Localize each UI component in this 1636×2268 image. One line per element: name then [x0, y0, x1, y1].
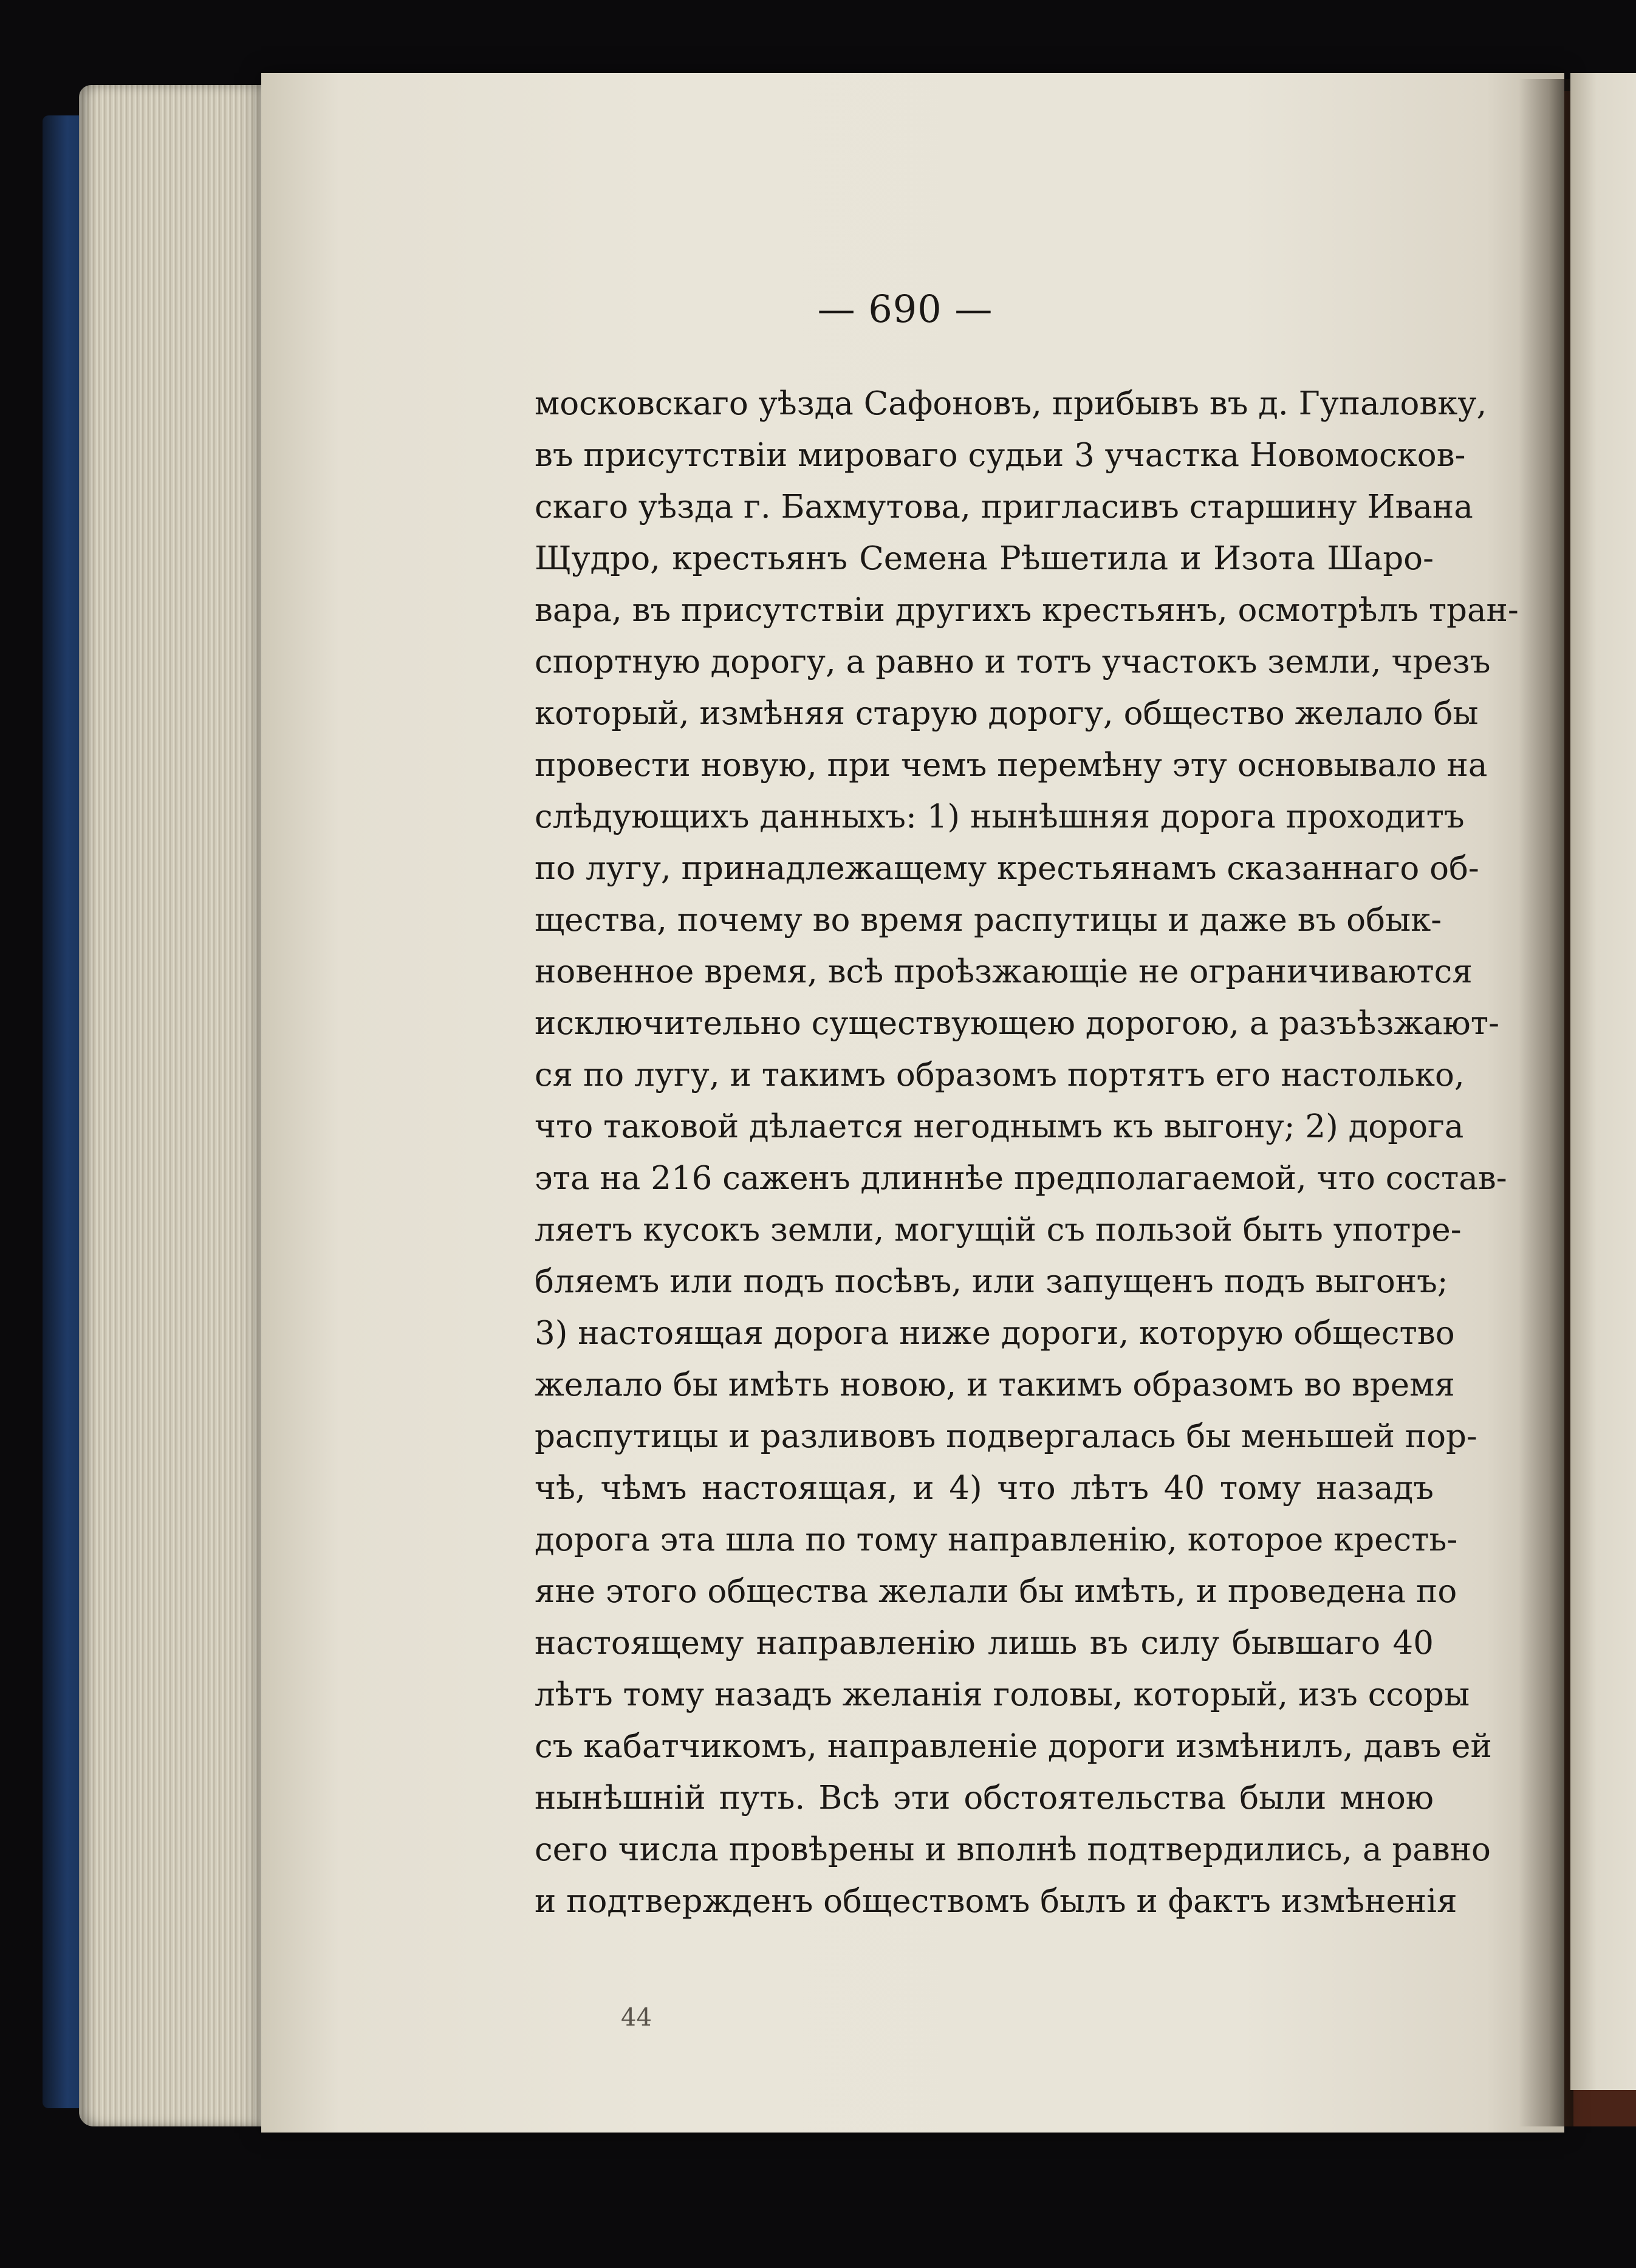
text-line: бляемъ или подъ посѣвъ, или запущенъ подъ выгонъ; — [535, 1263, 1448, 1300]
text-line: яне этого общества желали бы имѣть, и проведена по — [535, 1573, 1457, 1610]
text-line: щества, почему во время распутицы и даже въ обык- — [535, 902, 1442, 939]
text-line: нынѣшній путь. Всѣ эти обстоятельства были мною — [535, 1780, 1434, 1817]
page-number: — 690 — — [817, 287, 993, 331]
text-line: съ кабатчикомъ, направленіе дороги измѣнилъ, давъ ей — [535, 1728, 1492, 1765]
text-line: въ присутствіи мироваго судьи 3 участка Новомосков- — [535, 437, 1466, 474]
text-line: который, измѣняя старую дорогу, общество желало бы — [535, 695, 1479, 732]
text-line: что таковой дѣлается негоднымъ къ выгону; 2) дорога — [535, 1108, 1464, 1145]
body-text — [535, 378, 1519, 1927]
text-line: скаго уѣзда г. Бахмутова, пригласивъ старшину Ивана — [535, 488, 1473, 526]
text-line: 3) настоящая дорога ниже дороги, которую общество — [535, 1315, 1455, 1352]
text-line: чѣ, чѣмъ настоящая, и 4) что лѣтъ 40 тому назадъ — [535, 1470, 1434, 1507]
text-line: распутицы и разливовъ подвергалась бы меньшей пор- — [535, 1418, 1477, 1455]
text-line: желало бы имѣть новою, и такимъ образомъ во время — [535, 1366, 1455, 1403]
text-line: вара, въ присутствіи другихъ крестьянъ, осмотрѣлъ тран- — [535, 592, 1519, 629]
text-line: настоящему направленію лишь въ силу бывшаго 40 — [535, 1625, 1434, 1662]
text-line: спортную дорогу, а равно и тотъ участокъ земли, чрезъ — [535, 643, 1491, 680]
text-line: новенное время, всѣ проѣзжающіе не ограничиваются — [535, 953, 1473, 990]
text-line: и подтвержденъ обществомъ былъ и фактъ измѣненія — [535, 1883, 1457, 1920]
text-line: ляетъ кусокъ земли, могущій съ пользой быть употре- — [535, 1211, 1462, 1249]
text-line: слѣдующихъ данныхъ: 1) нынѣшняя дорога проходитъ — [535, 798, 1465, 835]
text-line: сего числа провѣрены и вполнѣ подтвердились, а равно — [535, 1831, 1491, 1868]
text-line: исключительно существующею дорогою, а разъѣзжают- — [535, 1005, 1499, 1042]
text-line: ся по лугу, и такимъ образомъ портятъ его настолько, — [535, 1057, 1465, 1094]
signature-mark: 44 — [621, 2004, 652, 2032]
text-line: московскаго уѣзда Сафоновъ, прибывъ въ д. Гупаловку, — [535, 385, 1487, 422]
text-line: провести новую, при чемъ перемѣну эту основывало на — [535, 747, 1488, 784]
page-gutter — [1519, 79, 1573, 2126]
text-line: по лугу, принадлежащему крестьянамъ сказаннаго об- — [535, 850, 1479, 887]
facing-page-edge — [1570, 73, 1636, 2090]
text-line: лѣтъ тому назадъ желанія головы, который, изъ ссоры — [535, 1676, 1470, 1713]
text-line: эта на 216 саженъ длиннѣе предполагаемой, что состав- — [535, 1160, 1507, 1197]
text-line: дорога эта шла по тому направленію, которое кресть- — [535, 1521, 1458, 1558]
text-line: Щудро, крестьянъ Семена Рѣшетила и Изота Шаро- — [535, 540, 1434, 577]
